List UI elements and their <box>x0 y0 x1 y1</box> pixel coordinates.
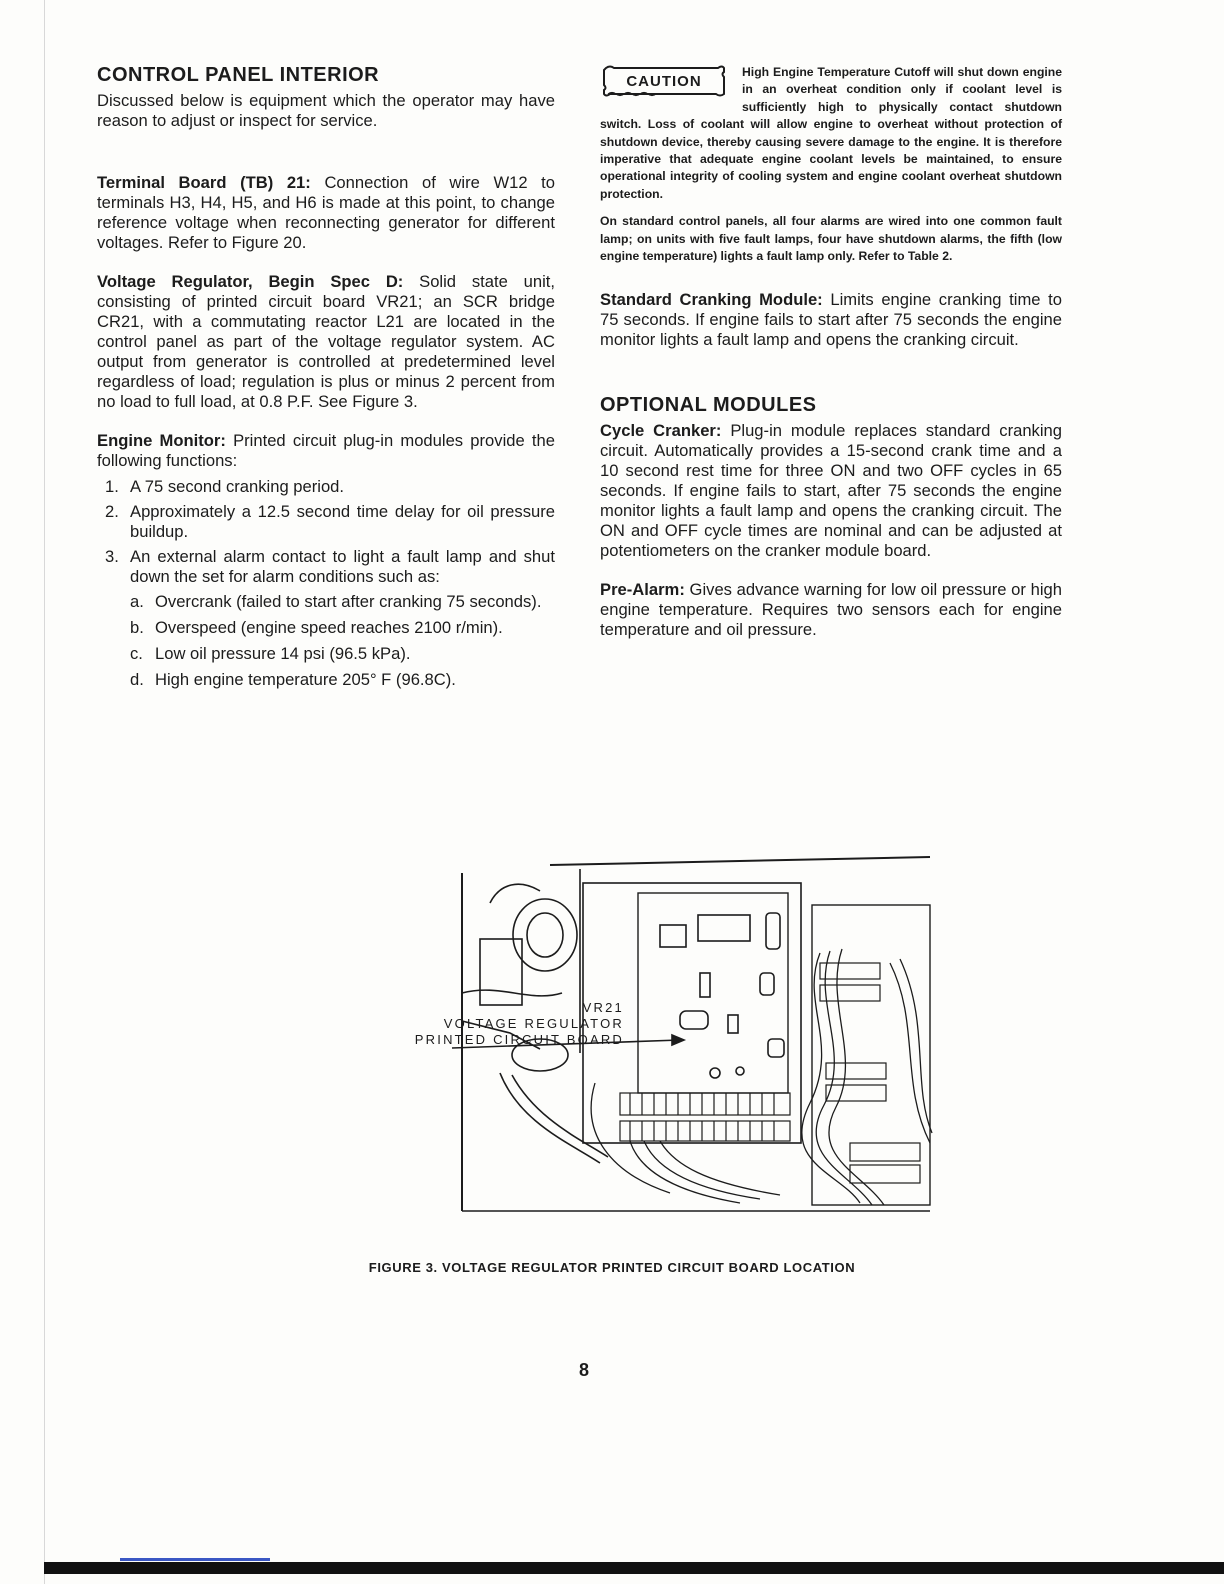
right-column <box>600 64 1062 640</box>
scan-margin-line <box>44 0 45 1584</box>
terminal-board-paragraph <box>97 173 555 253</box>
list-text: An external alarm contact to light a fault lamp and shut down the set for alarm conditions such as: <box>130 547 555 586</box>
left-column <box>97 64 555 696</box>
pre-alarm-text: Gives advance warning for low oil pressure or high engine temperature. Requires two sensors each for engine temperature and oil pressure. <box>600 580 1062 640</box>
sub-list-letter: d. <box>130 670 144 689</box>
sub-list-item <box>130 618 555 638</box>
callout-line-1: VR21 <box>582 1000 624 1015</box>
sub-list-text: Overspeed (engine speed reaches 2100 r/min). <box>155 618 503 637</box>
caution-text: High Engine Temperature Cutoff will shut down engine in an overheat condition only if coolant level is sufficiently high to physically contact shutdown switch. Loss of coolant will allow engine to overheat without protection of shutdown device, thereby causing severe damage to the engine. It is therefore imperative that adequate engine coolant levels be maintained, to ensure operational integrity of cooling system and engine coolant overheat shutdown protection. <box>600 65 1062 201</box>
figure-caption: FIGURE 3. VOLTAGE REGULATOR PRINTED CIRCUIT BOARD LOCATION <box>368 1260 856 1275</box>
callout-line-2: VOLTAGE REGULATOR <box>443 1016 624 1031</box>
list-item <box>97 547 555 690</box>
voltage-regulator-term: Voltage Regulator, Begin Spec D: <box>97 272 404 291</box>
caution-badge <box>600 64 728 98</box>
section-heading-optional-modules: OPTIONAL MODULES <box>600 394 817 417</box>
cycle-cranker-paragraph <box>600 421 1062 561</box>
voltage-regulator-paragraph <box>97 272 555 412</box>
list-text: A 75 second cranking period. <box>130 477 345 496</box>
intro-paragraph: Discussed below is equipment which the operator may have reason to adjust or inspect for service. <box>97 91 555 130</box>
sub-list-text: High engine temperature 205° F (96.8C). <box>155 670 456 689</box>
voltage-regulator-text: Solid state unit, consisting of printed circuit board VR21; an SCR bridge CR21, with a commutating reactor L21 are located in the control panel as part of the voltage regulator system. AC output from generator is controlled at predetermined level regardless of load; regulation is plus or minus 2 percent from no load to full load, at 0.8 P.F. See Figure 3. <box>97 272 555 411</box>
list-item <box>97 477 555 497</box>
bottom-rule-highlight <box>120 1558 270 1561</box>
engine-monitor-term: Engine Monitor: <box>97 431 226 450</box>
page-number: 8 <box>578 1360 589 1380</box>
sub-list-text: Overcrank (failed to start after cranking 75 seconds). <box>155 592 542 611</box>
alarm-conditions-list <box>130 592 555 690</box>
list-number: 2. <box>105 502 119 521</box>
list-number: 1. <box>105 477 119 496</box>
engine-monitor-paragraph <box>97 431 555 471</box>
engine-monitor-list <box>97 477 555 690</box>
list-item <box>97 502 555 542</box>
cycle-cranker-text: Plug-in module replaces standard cranking circuit. Automatically provides a 15-second crank time and a 10 second rest time for three ON and two OFF cycles in 65 seconds. If engine fails to start, after 75 seconds the engine monitor lights a fault lamp and opens the cranking circuit. The ON and OFF cycle times are nominal and can be adjusted at potentiometers on the cranker module board. <box>600 421 1062 561</box>
sub-list-text: Low oil pressure 14 psi (96.5 kPa). <box>155 644 411 663</box>
callout-line-3: PRINTED CIRCUIT BOARD <box>414 1032 624 1047</box>
sub-list-letter: a. <box>130 592 144 611</box>
sub-list-item <box>130 644 555 664</box>
pre-alarm-paragraph <box>600 580 1062 640</box>
sub-list-item <box>130 592 555 612</box>
control-panel-illustration <box>200 843 940 1223</box>
list-number: 3. <box>105 547 119 566</box>
cranking-module-term: Standard Cranking Module: <box>600 290 823 310</box>
cranking-module-paragraph <box>600 290 1062 350</box>
alarm-note: On standard control panels, all four alarms are wired into one common fault lamp; on units with five fault lamps, four have shutdown alarms, the fifth (low engine temperature) lights a fault lamp only. Refer to Table 2. <box>600 214 1062 264</box>
terminal-board-term: Terminal Board (TB) 21: <box>97 173 311 192</box>
engine-monitor-text: Printed circuit plug-in modules provide the following functions: <box>97 431 555 470</box>
terminal-board-text: Connection of wire W12 to terminals H3, H4, H5, and H6 is made at this point, to change reference voltage when reconnecting generator for different voltages. Refer to Figure 20. <box>97 173 555 252</box>
sub-list-letter: c. <box>130 644 143 663</box>
cranking-module-text: Limits engine cranking time to 75 seconds. If engine fails to start after 75 seconds the engine monitor lights a fault lamp and opens the cranking circuit. <box>600 290 1062 350</box>
sub-list-item <box>130 670 555 690</box>
cycle-cranker-term: Cycle Cranker: <box>600 421 722 441</box>
bottom-rule <box>44 1562 1224 1574</box>
sub-list-letter: b. <box>130 618 144 637</box>
figure-control-panel <box>200 843 940 1223</box>
section-heading-control-panel: CONTROL PANEL INTERIOR <box>97 64 380 86</box>
pre-alarm-term: Pre-Alarm: <box>600 580 685 600</box>
caution-label: CAUTION <box>626 73 702 90</box>
caution-block <box>600 64 1062 203</box>
list-text: Approximately a 12.5 second time delay for oil pressure buildup. <box>130 502 555 541</box>
